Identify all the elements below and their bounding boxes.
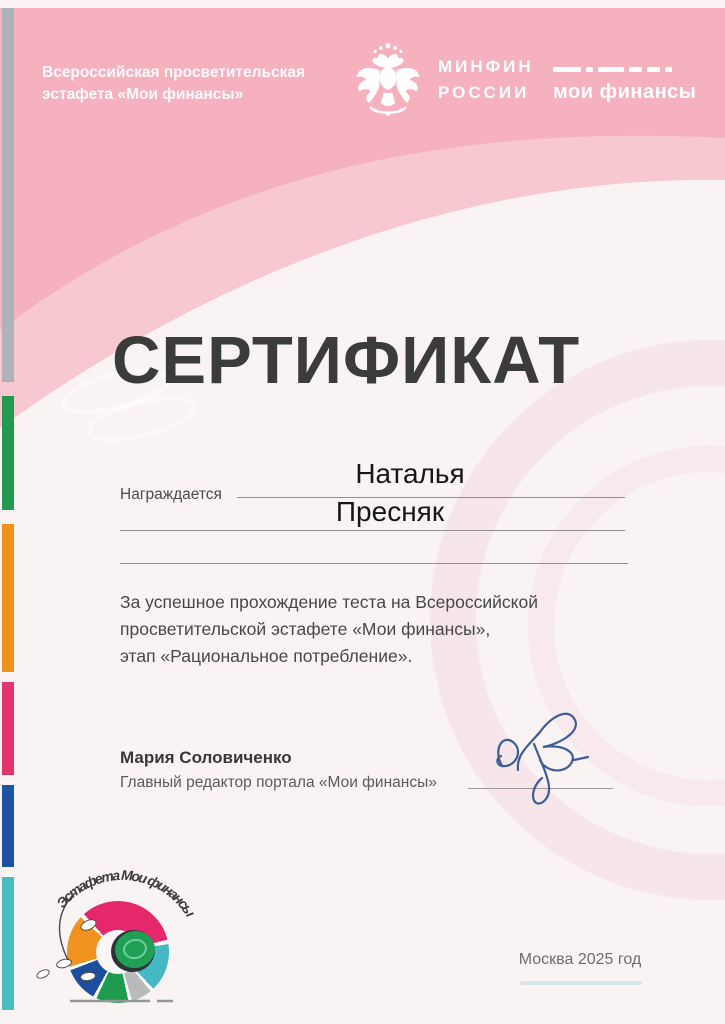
edge-stripe-orange: [2, 524, 14, 672]
edge-stripe-teal: [2, 877, 14, 1010]
name-underline-3: [120, 563, 628, 564]
minfin-logo: [352, 40, 534, 120]
program-title-line2: эстафета «Мои финансы»: [42, 86, 244, 103]
signature-icon: [488, 700, 618, 812]
name-underline-2: [120, 530, 625, 531]
signatory-name: Мария Соловиченко: [120, 748, 292, 767]
certificate-title: СЕРТИФИКАТ: [112, 323, 581, 398]
relay-logo-overlay: [30, 860, 240, 1015]
edge-stripe-gray: [2, 8, 14, 382]
relay-arc-text: Эстафета Мои финансы: [53, 866, 199, 921]
edge-stripe-blue: [2, 785, 14, 867]
signatory-role: Главный редактор портала «Мои финансы»: [120, 774, 437, 791]
description-line2: просветительской эстафете «Мои финансы»,: [120, 619, 491, 639]
myfinance-wordmark: мои финансы: [553, 81, 697, 103]
program-title-line1: Всероссийская просветительская: [42, 64, 306, 81]
double-headed-eagle-icon: [352, 40, 424, 120]
footer-accent-line: [520, 981, 642, 985]
awarded-to-label: Награждается: [120, 486, 222, 503]
svg-text:Эстафета Мои финансы: [53, 867, 199, 921]
myfinance-logo: [553, 66, 696, 104]
recipient-first-name: Наталья: [355, 458, 465, 489]
award-description: [120, 589, 538, 670]
description-line1: За успешное прохождение теста на Всероссийской: [120, 592, 538, 612]
recipient-last-name: Пресняк: [335, 496, 445, 527]
minfin-line2: РОССИИ: [438, 83, 530, 102]
minfin-wordmark: [438, 54, 534, 106]
place-and-year: Москва 2025 год: [518, 951, 642, 968]
minfin-line1: МИНФИН: [438, 57, 534, 76]
description-line3: этап «Рациональное потребление».: [120, 646, 413, 666]
myfinance-dashes-icon: [553, 66, 696, 72]
edge-stripe-magenta: [2, 682, 14, 775]
program-title: [42, 62, 305, 106]
relay-logo: [30, 860, 240, 1015]
edge-stripe-green: [2, 396, 14, 510]
